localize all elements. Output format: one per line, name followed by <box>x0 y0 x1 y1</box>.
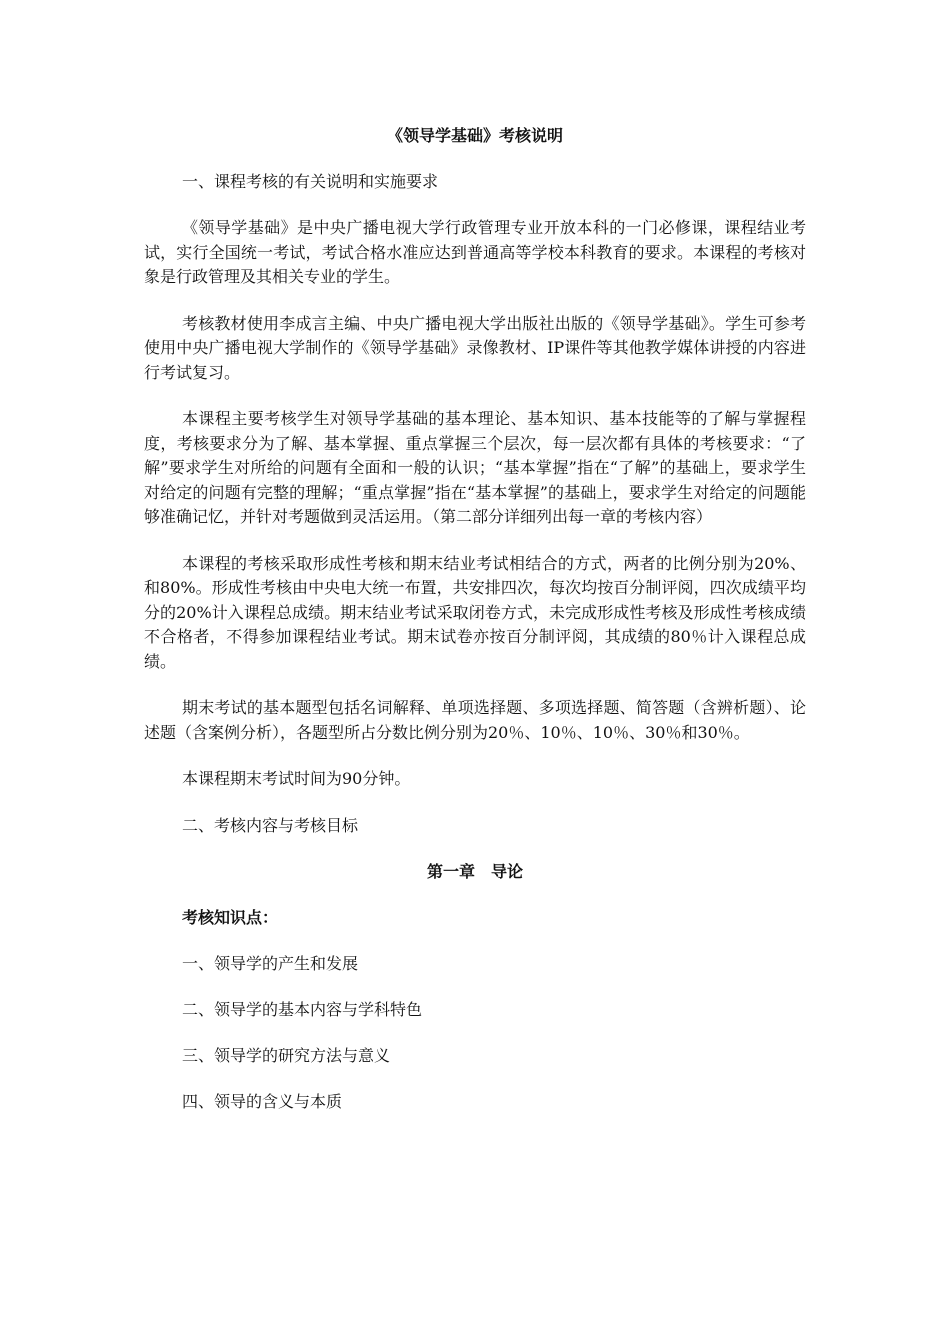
knowledge-point-item: 三、领导学的研究方法与意义 <box>182 1045 391 1065</box>
paragraph-assessment-method: 本课程的考核采取形成性考核和期末结业考试相结合的方式，两者的比例分别为20%、和80%。形成性考核由中央电大统一布置，共安排四次，每次均按百分制评阅，四次成绩平均分的20%计入课程总成绩。期末结业考试采取闭卷方式，未完成形成性考核及形成性考核成绩不合格者，不得参加课程结业考试。期末试卷亦按百分制评阅，其成绩的80％计入课程总成绩。 <box>144 553 806 671</box>
paragraph-question-types: 期末考试的基本题型包括名词解释、单项选择题、多项选择题、简答题（含辨析题）、论述题（含案例分析），各题型所占分数比例分别为20％、10％、10％、30％和30％。 <box>144 698 806 742</box>
document-title: 《领导学基础》考核说明 <box>386 126 563 145</box>
document-page <box>144 124 806 1136</box>
knowledge-points-title: 考核知识点： <box>182 907 279 927</box>
paragraph-assessment-levels: 本课程主要考核学生对领导学基础的基本理论、基本知识、基本技能等的了解与掌握程度，考核要求分为了解、基本掌握、重点掌握三个层次，每一层次都有具体的考核要求：“了解”要求学生对所给的问题有全面和一般的认识；“基本掌握”指在“了解”的基础上，要求学生对给定的问题有完整的理解；“重点掌握”指在“基本掌握”的基础上，要求学生对给定的问题能够准确记忆，并针对考题做到灵活运用。（第二部分详细列出每一章的考核内容） <box>144 409 806 526</box>
paragraph-course-intro: 《领导学基础》是中央广播电视大学行政管理专业开放本科的一门必修课，课程结业考试，实行全国统一考试，考试合格水准应达到普通高等学校本科教育的要求。本课程的考核对象是行政管理及其相关专业的学生。 <box>144 218 806 286</box>
knowledge-point-item: 一、领导学的产生和发展 <box>182 953 359 973</box>
section-heading-content: 二、考核内容与考核目标 <box>182 815 359 835</box>
knowledge-point-item: 四、领导的含义与本质 <box>182 1091 343 1111</box>
knowledge-point-item: 二、领导学的基本内容与学科特色 <box>182 999 423 1019</box>
paragraph-exam-duration: 本课程期末考试时间为90分钟。 <box>182 769 411 788</box>
section-heading-requirements: 一、课程考核的有关说明和实施要求 <box>182 172 439 191</box>
chapter-title: 第一章 导论 <box>426 861 523 881</box>
paragraph-textbook: 考核教材使用李成言主编、中央广播电视大学出版社出版的《领导学基础》。学生可参考使用中央广播电视大学制作的《领导学基础》录像教材、IP课件等其他教学媒体讲授的内容进行考试复习。 <box>144 313 806 382</box>
